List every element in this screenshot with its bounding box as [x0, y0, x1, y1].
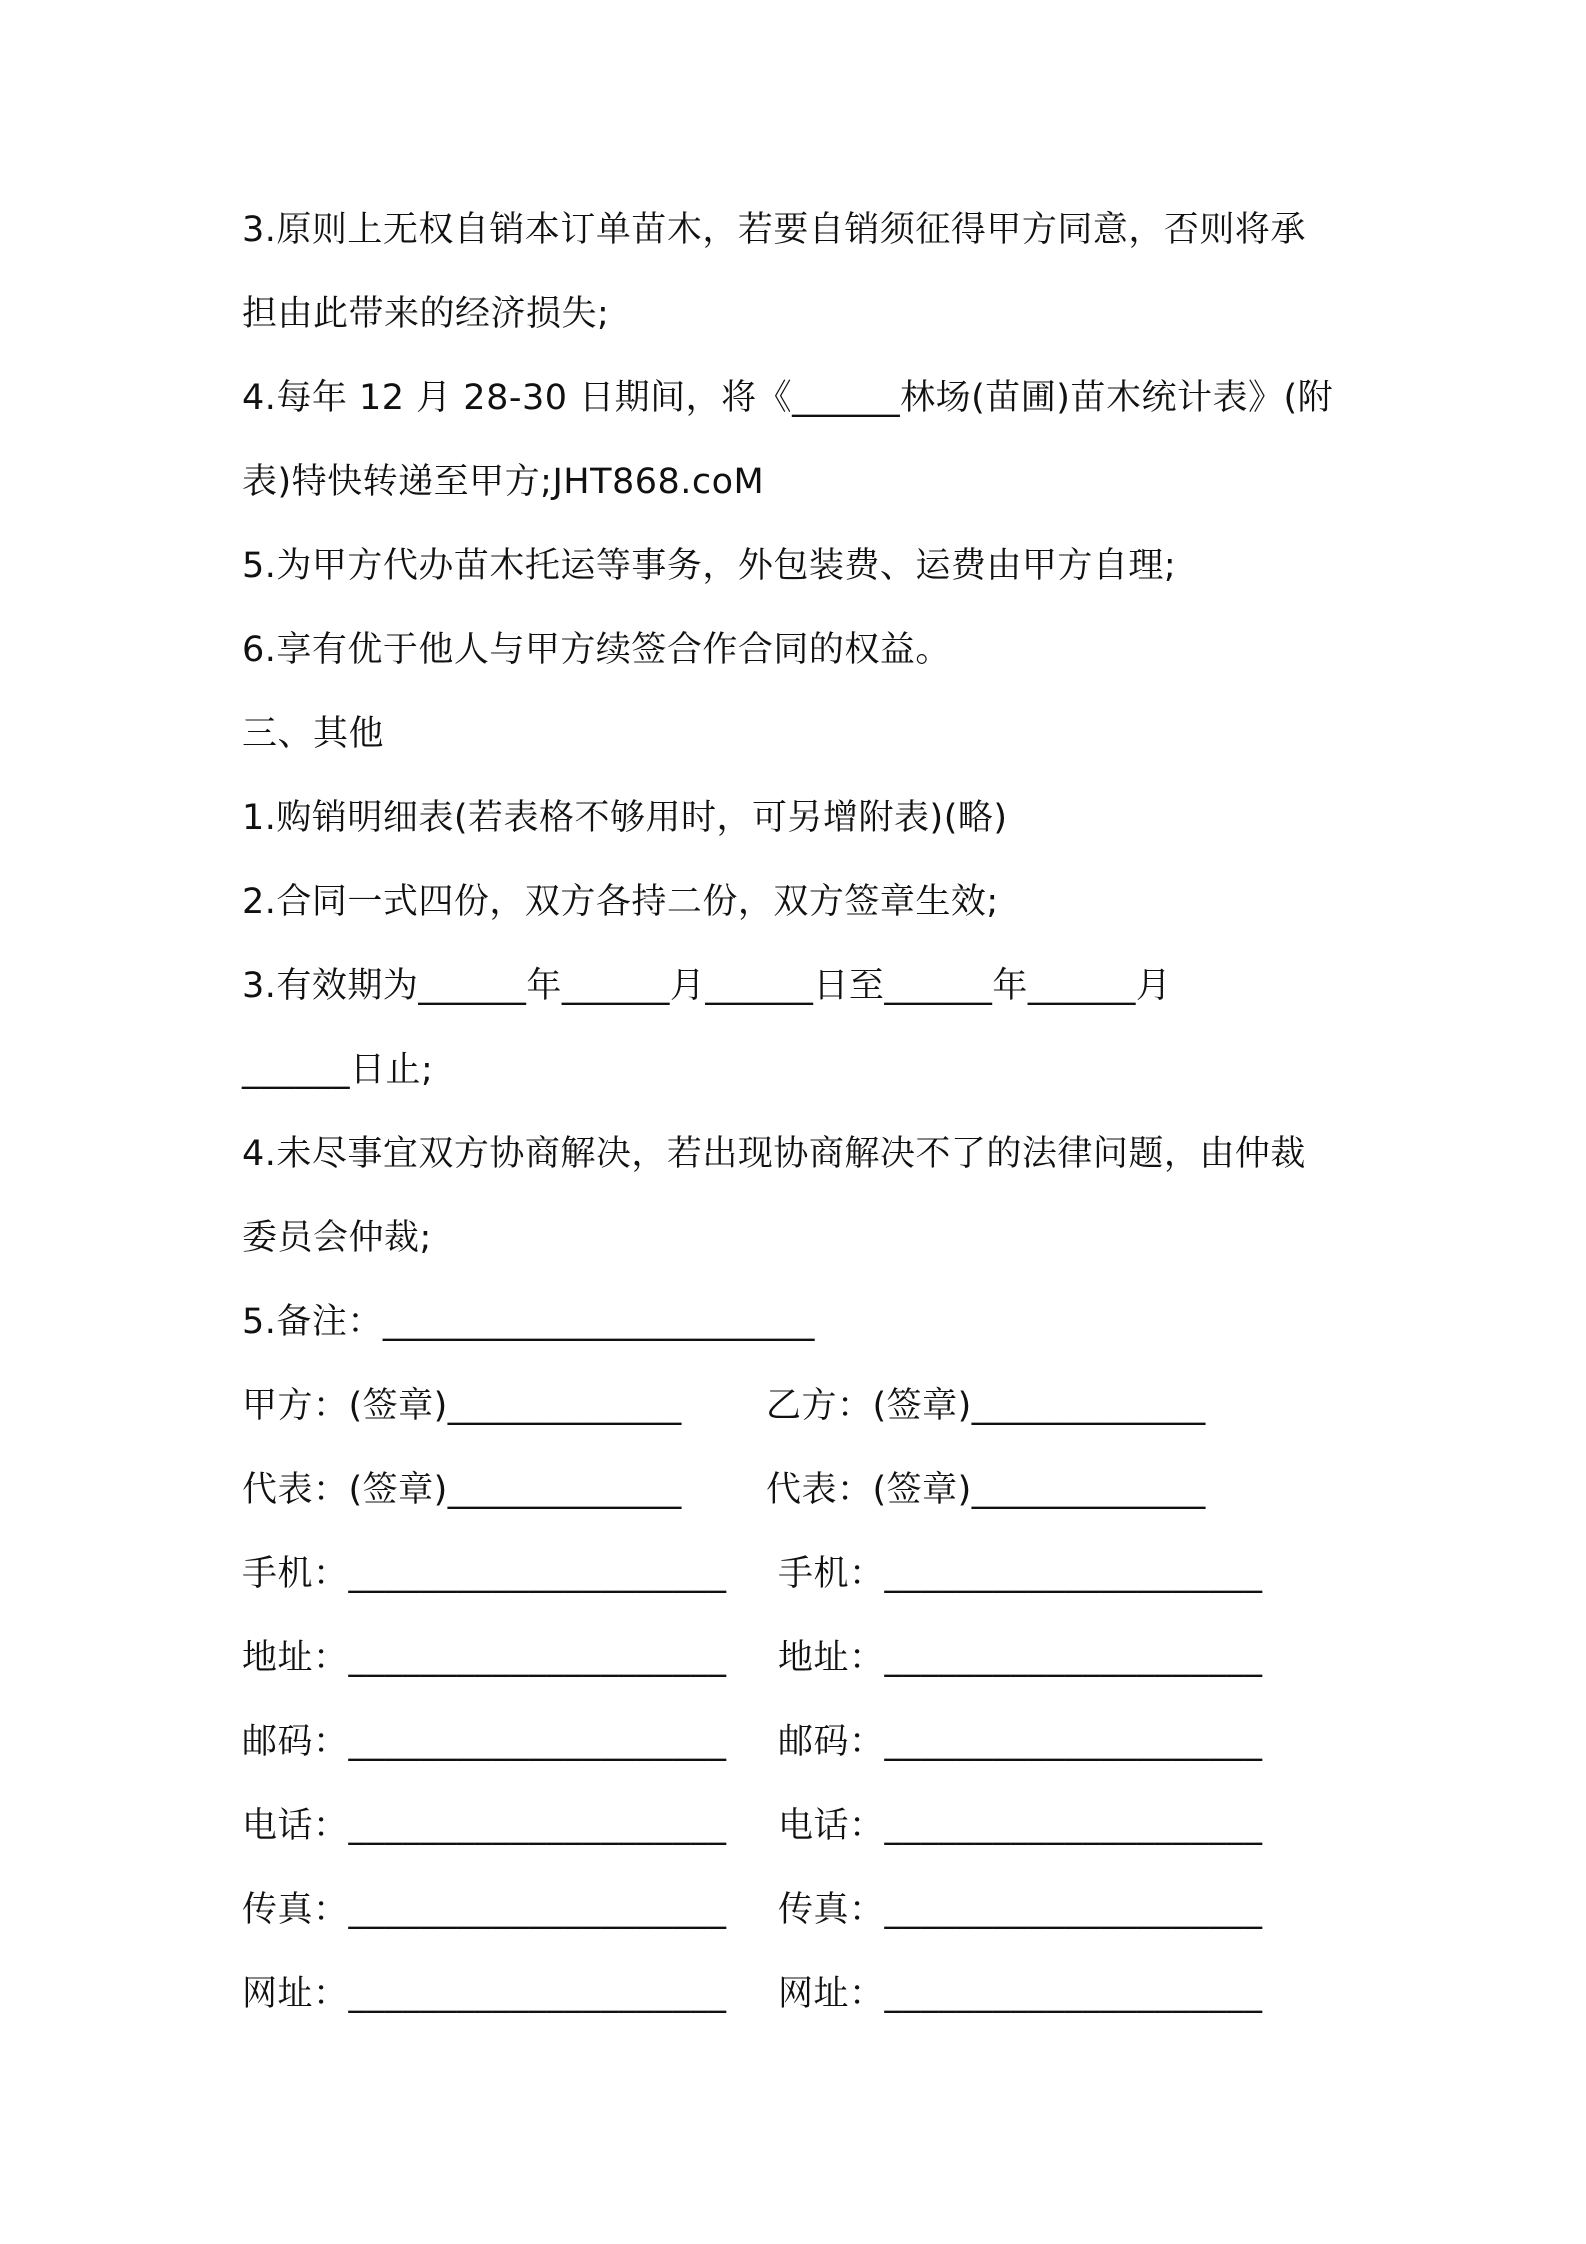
- party-a-signature: 甲方：(签章)_____________: [242, 1386, 682, 1426]
- clause-3-line-1: 3.原则上无权自销本订单苗木，若要自销须征得甲方同意，否则将承: [242, 210, 1306, 250]
- other-clause-3-line-1: 3.有效期为______年______月______日至______年______月: [242, 966, 1172, 1006]
- section-heading-other: 三、其他: [242, 714, 385, 754]
- clause-6: 6.享有优于他人与甲方续签合作合同的权益。: [242, 630, 951, 670]
- party-a-postcode: 邮码：_____________________: [242, 1722, 727, 1762]
- party-a-address: 地址：_____________________: [242, 1638, 727, 1678]
- other-clause-2: 2.合同一式四份，双方各持二份，双方签章生效;: [242, 882, 999, 922]
- party-a-representative: 代表：(签章)_____________: [242, 1470, 682, 1510]
- clause-5: 5.为甲方代办苗木托运等事务，外包装费、运费由甲方自理;: [242, 546, 1177, 586]
- other-clause-1: 1.购销明细表(若表格不够用时，可另增附表)(略): [242, 798, 1008, 838]
- other-clause-3-line-2: ______日止;: [242, 1050, 434, 1090]
- other-clause-4-line-2: 委员会仲裁;: [242, 1218, 432, 1258]
- party-b-postcode: 邮码：_____________________: [778, 1722, 1263, 1762]
- party-b-representative: 代表：(签章)_____________: [766, 1470, 1206, 1510]
- party-b-phone: 电话：_____________________: [778, 1806, 1263, 1846]
- party-b-signature: 乙方：(签章)_____________: [766, 1386, 1206, 1426]
- party-a-fax: 传真：_____________________: [242, 1890, 727, 1930]
- party-a-mobile: 手机：_____________________: [242, 1554, 727, 1594]
- remarks-line: 5.备注：________________________: [242, 1302, 815, 1342]
- party-b-website: 网址：_____________________: [778, 1974, 1263, 2014]
- other-clause-4-line-1: 4.未尽事宜双方协商解决，若出现协商解决不了的法律问题，由仲裁: [242, 1134, 1306, 1174]
- party-b-mobile: 手机：_____________________: [778, 1554, 1263, 1594]
- clause-4-line-2: 表)特快转递至甲方;JHT868.coM: [242, 462, 765, 502]
- party-a-phone: 电话：_____________________: [242, 1806, 727, 1846]
- party-a-website: 网址：_____________________: [242, 1974, 727, 2014]
- party-b-fax: 传真：_____________________: [778, 1890, 1263, 1930]
- party-b-address: 地址：_____________________: [778, 1638, 1263, 1678]
- clause-3-line-2: 担由此带来的经济损失;: [242, 294, 610, 334]
- clause-4-line-1: 4.每年 12 月 28-30 日期间，将《______林场(苗圃)苗木统计表》(附: [242, 378, 1334, 418]
